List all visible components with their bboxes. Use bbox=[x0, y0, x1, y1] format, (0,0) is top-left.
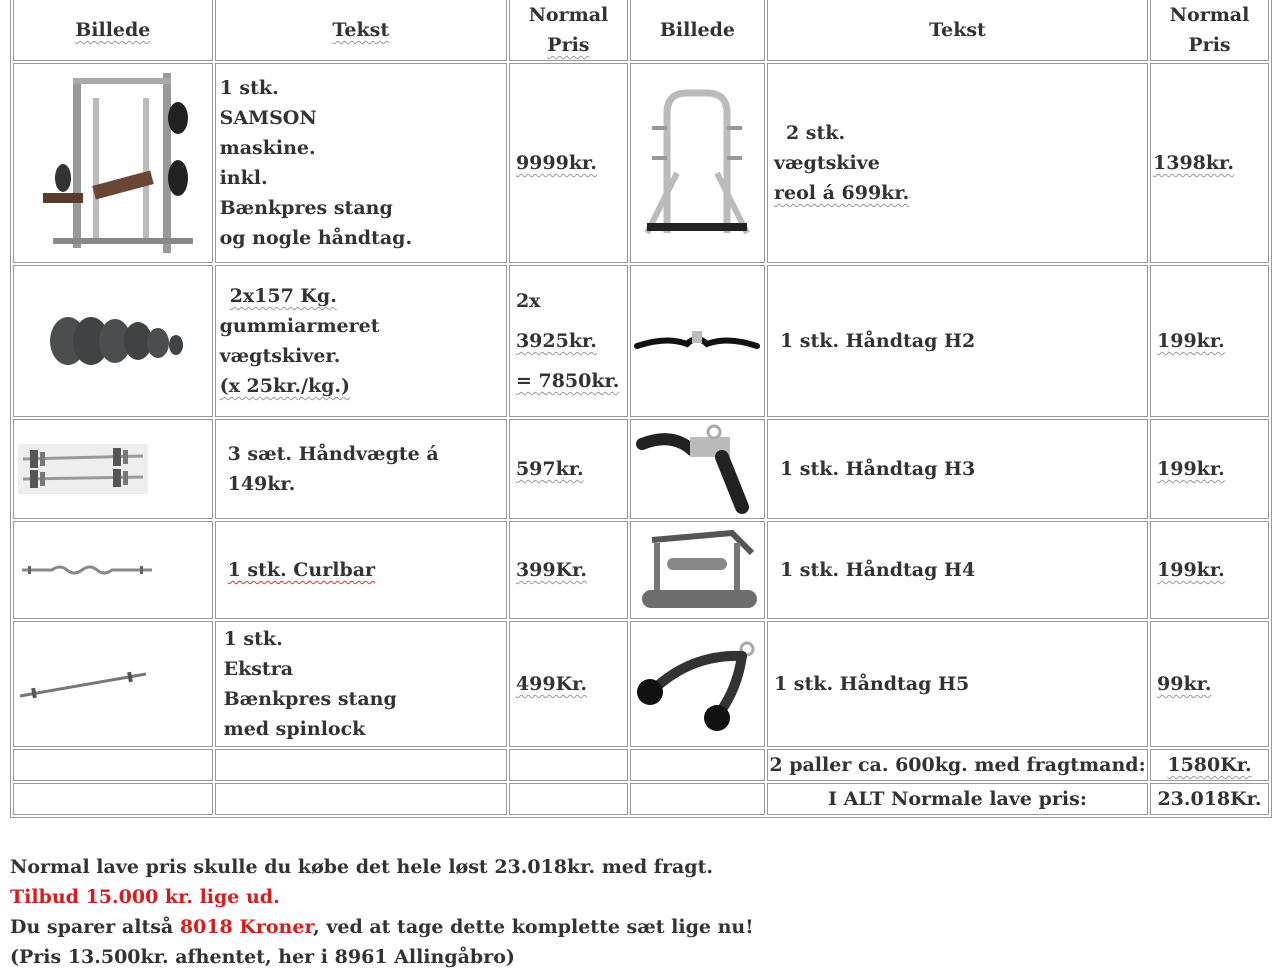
plate-rack-icon bbox=[630, 63, 765, 263]
total-row bbox=[13, 783, 1269, 815]
item-text: 1 stk. Håndtag H4 bbox=[767, 521, 1148, 619]
item-text: 2x157 Kg. gummiarmeret vægtskiver. (x 25kr./kg.) bbox=[215, 265, 507, 417]
dumbbells-icon bbox=[13, 419, 213, 519]
item-price: 199kr. bbox=[1150, 265, 1269, 417]
item-text: 3 sæt. Håndvægte á 149kr. bbox=[215, 419, 507, 519]
header-tekst-left: Tekst bbox=[215, 0, 507, 61]
footer-line-pickup: (Pris 13.500kr. afhentet, her i 8961 Allingåbro) bbox=[10, 946, 515, 968]
footer-line-offer: Tilbud 15.000 kr. lige ud. bbox=[10, 886, 280, 908]
item-price: 199kr. bbox=[1150, 419, 1269, 519]
empty-cell bbox=[630, 783, 765, 815]
footer-text bbox=[10, 852, 754, 972]
table-row bbox=[13, 63, 1269, 263]
item-price: 199kr. bbox=[1150, 521, 1269, 619]
table-row bbox=[13, 419, 1269, 519]
item-price: 399Kr. bbox=[509, 521, 628, 619]
header-pris-right: Normal Pris bbox=[1150, 0, 1269, 61]
freight-value: 1580Kr. bbox=[1150, 749, 1269, 781]
item-price: 499Kr. bbox=[509, 621, 628, 747]
barbell-icon bbox=[13, 621, 213, 747]
freight-row bbox=[13, 749, 1269, 781]
empty-cell bbox=[509, 749, 628, 781]
curl-handle-icon bbox=[630, 265, 765, 417]
item-text: 1 stk. Håndtag H3 bbox=[767, 419, 1148, 519]
rope-handle-icon bbox=[630, 621, 765, 747]
item-price: 597kr. bbox=[509, 419, 628, 519]
item-price: 2x 3925kr. = 7850kr. bbox=[509, 265, 628, 417]
empty-cell bbox=[13, 749, 213, 781]
smith-machine-icon bbox=[13, 63, 213, 263]
empty-cell bbox=[509, 783, 628, 815]
curlbar-icon bbox=[13, 521, 213, 619]
footer-line-normal-price: Normal lave pris skulle du købe det hele løst 23.018kr. med fragt. bbox=[10, 856, 713, 878]
item-text: 1 stk. Håndtag H5 bbox=[767, 621, 1148, 747]
tricep-handle-icon bbox=[630, 419, 765, 519]
footer-line-savings: Du sparer altså 8018 Kroner, ved at tage dette komplette sæt lige nu! bbox=[10, 916, 754, 938]
price-table bbox=[10, 0, 1272, 818]
total-value: 23.018Kr. bbox=[1150, 783, 1269, 815]
item-text: 2 stk. vægtskive reol á 699kr. bbox=[767, 63, 1148, 263]
item-text: 1 stk. Curlbar bbox=[215, 521, 507, 619]
header-tekst-right: Tekst bbox=[767, 0, 1148, 61]
item-text: 1 stk. Håndtag H2 bbox=[767, 265, 1148, 417]
empty-cell bbox=[13, 783, 213, 815]
item-text: 1 stk. SAMSON maskine. inkl. Bænkpres stang og nogle håndtag. bbox=[215, 63, 507, 263]
empty-cell bbox=[215, 783, 507, 815]
row-handle-icon bbox=[630, 521, 765, 619]
item-price: 1398kr. bbox=[1150, 63, 1269, 263]
weight-plates-icon bbox=[13, 265, 213, 417]
table-row bbox=[13, 521, 1269, 619]
header-billede-right: Billede bbox=[630, 0, 765, 61]
header-pris-left: Normal Pris bbox=[509, 0, 628, 61]
total-label: I ALT Normale lave pris: bbox=[767, 783, 1148, 815]
item-text: 1 stk. Ekstra Bænkpres stang med spinlock bbox=[215, 621, 507, 747]
empty-cell bbox=[630, 749, 765, 781]
item-price: 9999kr. bbox=[509, 63, 628, 263]
table-row bbox=[13, 265, 1269, 417]
header-billede-left: Billede bbox=[13, 0, 213, 61]
empty-cell bbox=[215, 749, 507, 781]
item-price: 99kr. bbox=[1150, 621, 1269, 747]
header-row bbox=[13, 0, 1269, 61]
freight-label: 2 paller ca. 600kg. med fragtmand: bbox=[767, 749, 1148, 781]
table-row bbox=[13, 621, 1269, 747]
